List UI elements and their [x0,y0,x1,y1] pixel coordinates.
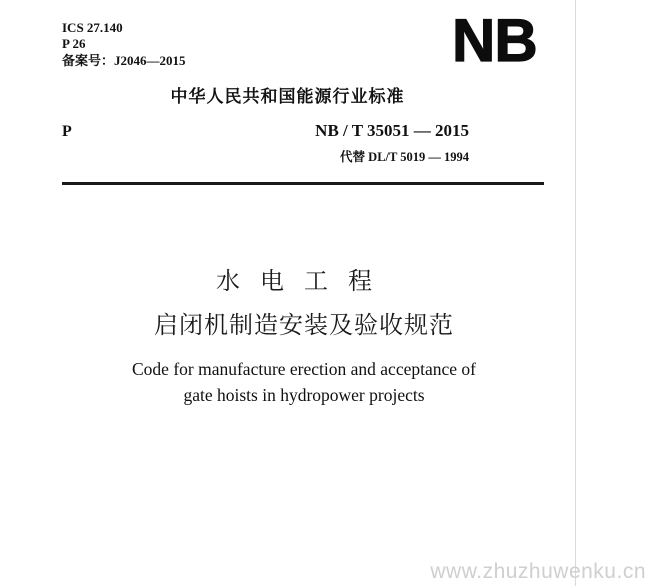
standard-number: NB / T 35051 — 2015 [315,121,469,140]
site-watermark: www.zhuzhuwenku.cn [430,560,646,583]
title-english-line1: Code for manufacture erection and acceptance of [132,359,476,379]
nb-logo: NB [452,7,537,74]
title-chinese-line2: 启闭机制造安装及验收规范 [154,311,454,339]
header-divider [62,182,544,185]
title-english-line2: gate hoists in hydropower projects [183,385,425,405]
category-code: P [62,123,72,140]
p-code: P 26 [62,36,86,51]
record-number: 备案号：J2046—2015 [62,53,186,68]
title-chinese-line1: 水电工程 [216,267,392,295]
replaces-standard: 代替 DL/T 5019 — 1994 [340,150,469,164]
page-edge-divider [575,0,576,586]
organization-title: 中华人民共和国能源行业标准 [170,87,405,107]
ics-code: ICS 27.140 [62,20,123,35]
